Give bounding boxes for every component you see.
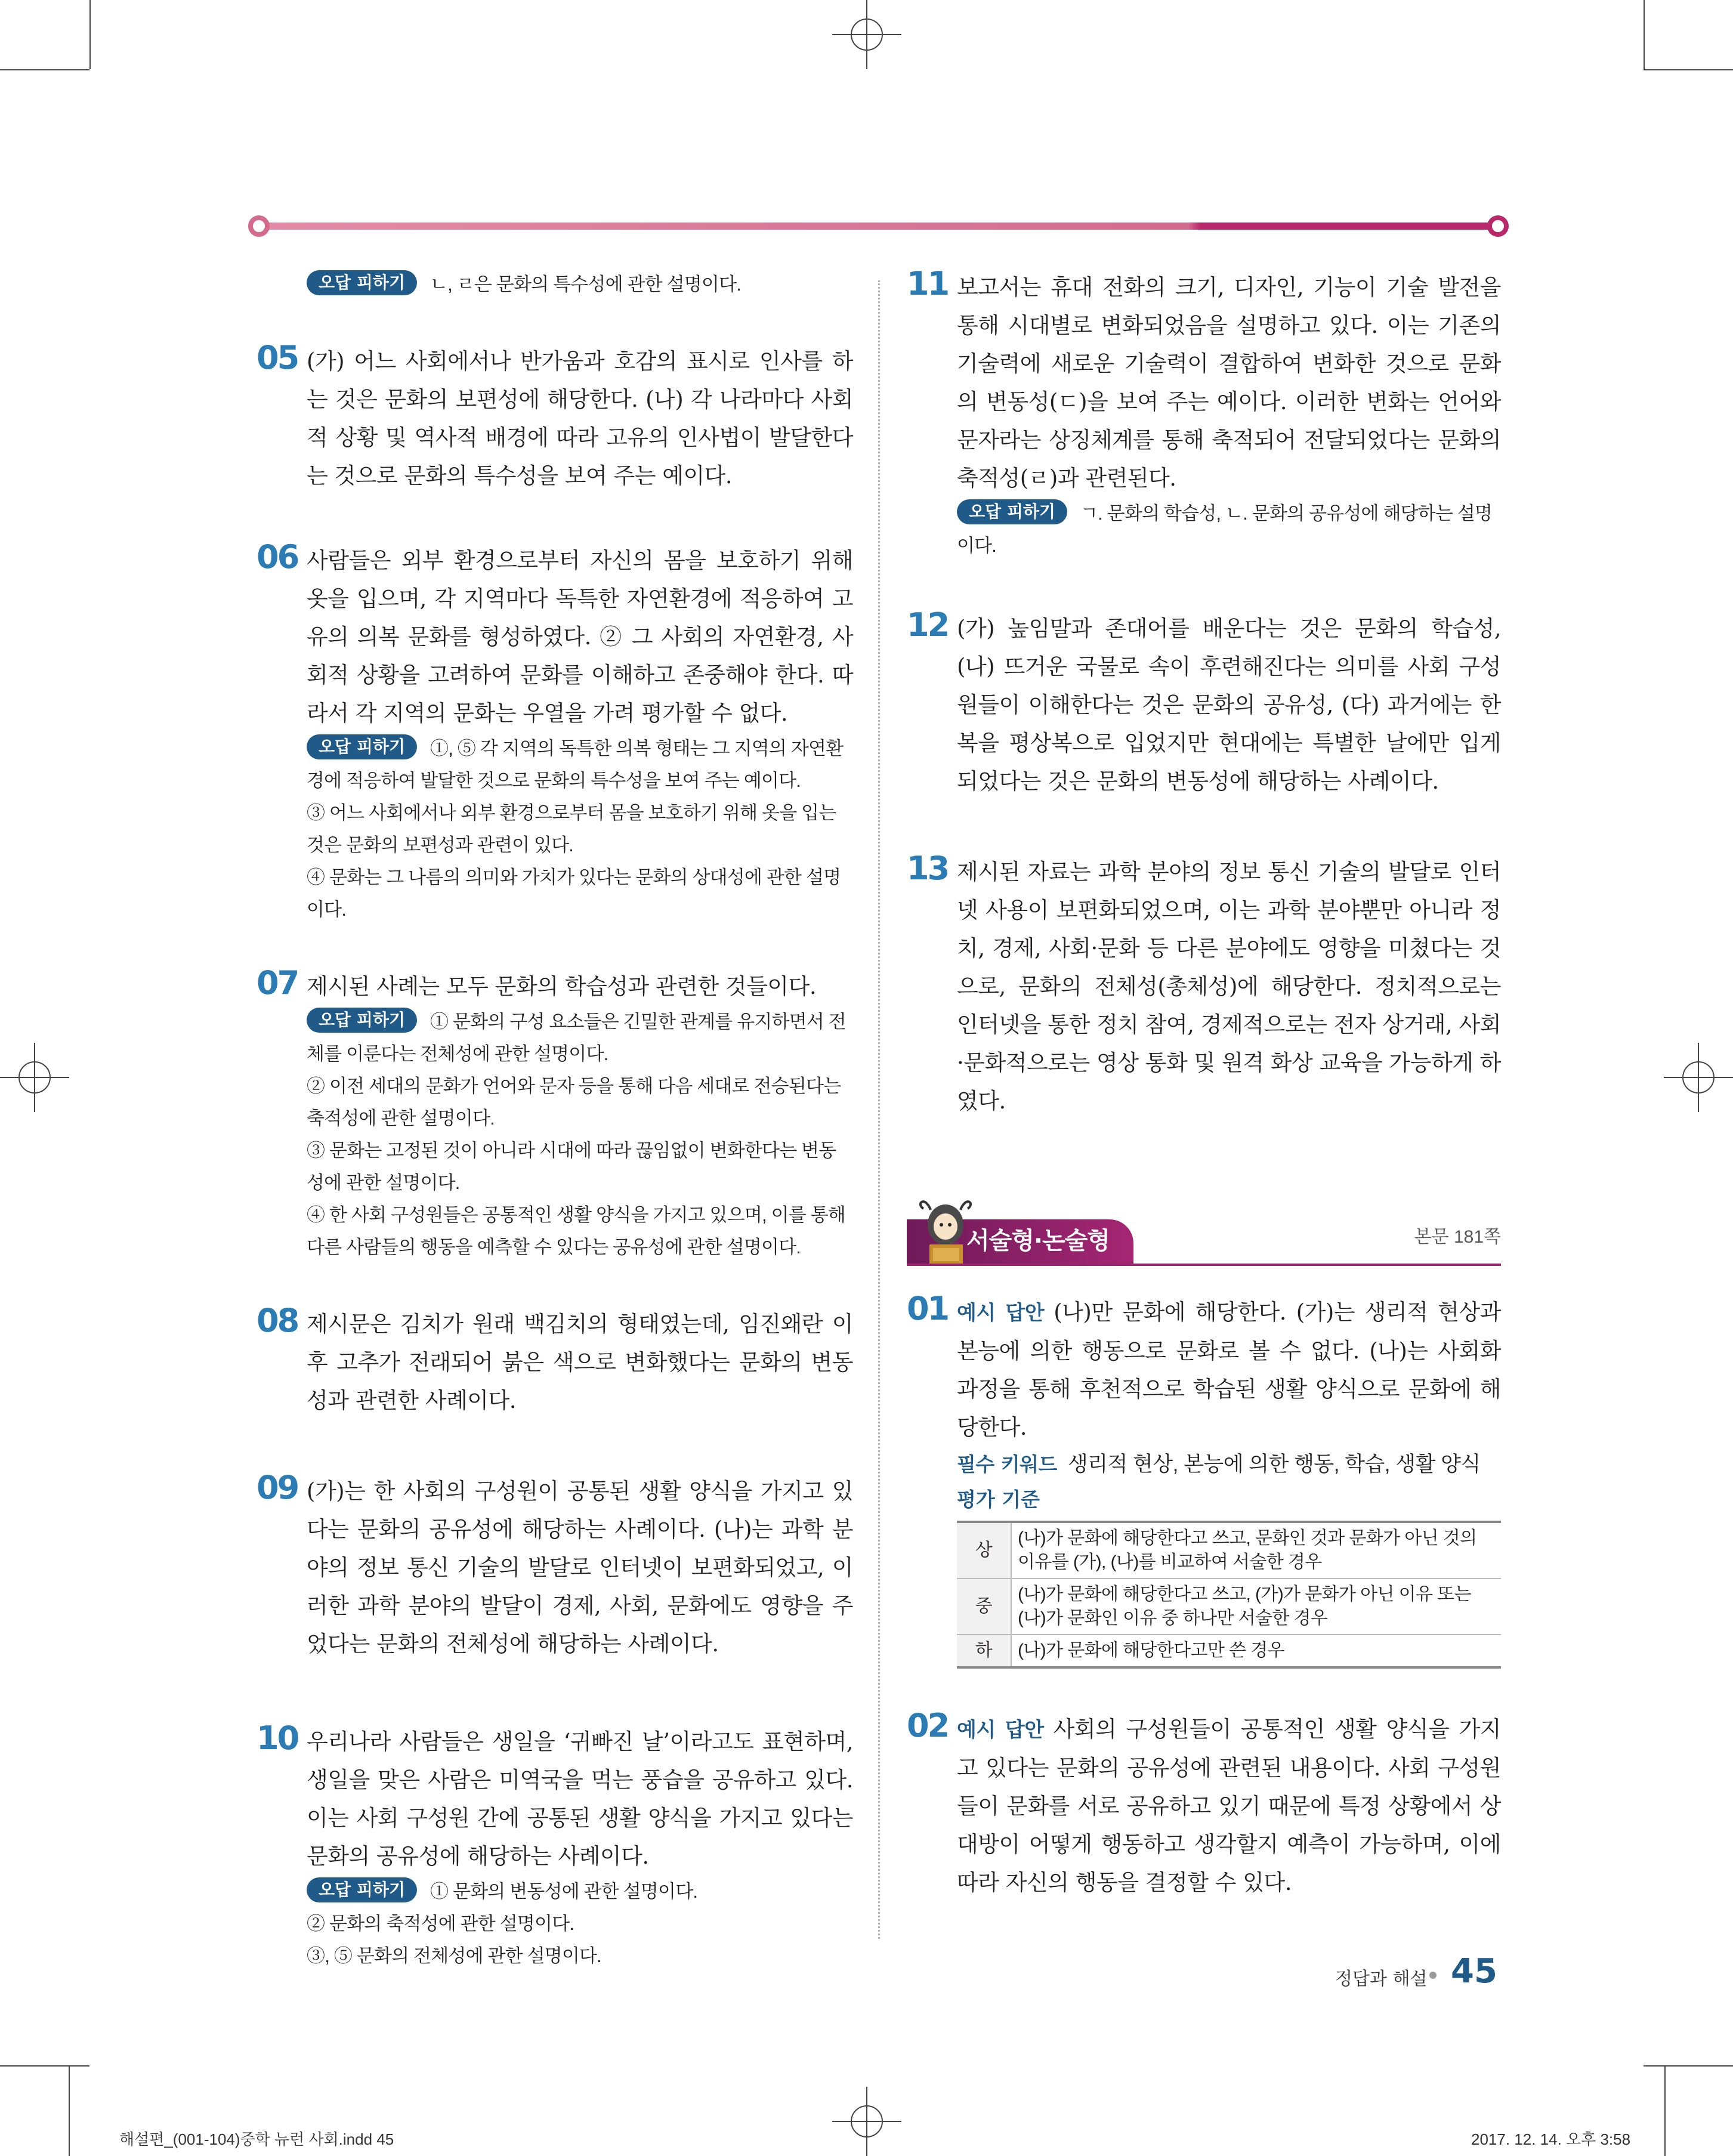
section-rule [907, 1264, 1501, 1266]
registration-mark-icon [0, 1043, 69, 1112]
right-answer-list [907, 265, 1501, 1120]
item-text: (가)는 한 사회의 구성원이 공통된 생활 양식을 가지고 있다는 문화의 공유성에 해당하는 사례이다. (나)는 과학 분야의 정보 통신 기술의 발달로 인터넷이 보편화되었고, 이러한 과학 분야의 발달이 경제, 사회, 문화에도 영향을 주었다는 문화의 전체성에 해당하는 사례이다. [307, 1478, 853, 1657]
answer-item [907, 265, 1501, 562]
essay-item-02 [907, 1707, 1501, 1902]
crop-mark [1644, 2065, 1733, 2067]
item-text: 제시문은 김치가 원래 백김치의 형태였는데, 임진왜란 이후 고추가 전래되어 붉은 색으로 변화했다는 문화의 변동성과 관련한 사례이다. [307, 1311, 853, 1413]
registration-mark-icon [832, 0, 901, 69]
avoid-badge: 오답 피하기 [307, 270, 417, 295]
item-number: 07 [257, 964, 298, 1002]
item-number: 10 [257, 1719, 298, 1757]
crop-mark [1644, 69, 1733, 70]
left-column [257, 268, 853, 1972]
note-text: ③, ⑤ 문화의 전체성에 관한 설명이다. [307, 1945, 601, 1966]
crop-mark [0, 69, 89, 70]
note-text: ② 문화의 축적성에 관한 설명이다. [307, 1913, 574, 1934]
top-avoid-note [307, 268, 853, 301]
criteria-desc: (나)가 문화에 해당한다고만 쓴 경우 [1018, 1641, 1285, 1660]
registration-mark-icon [1664, 1043, 1733, 1112]
section-title: 서술형·논술형 [966, 1227, 1110, 1255]
crop-mark [0, 2065, 89, 2067]
note-text: ④ 한 사회 구성원들은 공통적인 생활 양식을 가지고 있으며, 이를 통해 다른 사람들의 행동을 예측할 수 있다는 공유성에 관한 설명이다. [307, 1204, 846, 1258]
item-body [957, 1293, 1501, 1447]
avoid-note [307, 1876, 853, 1908]
column-divider [878, 280, 880, 1939]
example-answer-label: 예시 답안 [957, 1301, 1045, 1325]
item-number: 02 [907, 1707, 949, 1744]
avoid-note [307, 1940, 853, 1972]
header-decor-bar [248, 215, 1509, 237]
example-answer-label: 예시 답안 [957, 1718, 1044, 1742]
item-number: 13 [907, 850, 949, 887]
keyword-line [957, 1447, 1501, 1482]
table-row [957, 1635, 1501, 1667]
answer-item [257, 964, 853, 1264]
criteria-desc: (나)가 문화에 해당한다고 쓰고, (가)가 문화가 아닌 이유 또는 (나)가 문화인 이유 중 하나만 서술한 경우 [1018, 1584, 1471, 1628]
item-text: 우리나라 사람들은 생일을 ‘귀빠진 날’이라고도 표현하며, 생일을 맞은 사람은 미역국을 먹는 풍습을 공유하고 있다. 이는 사회 구성원 간에 공통된 생활 양식을 가지고 있다는 문화의 공유성에 해당하는 사례이다. [307, 1729, 853, 1869]
avoid-note [307, 733, 853, 797]
item-number: 09 [257, 1469, 298, 1506]
crop-mark [89, 0, 91, 69]
item-number: 11 [907, 265, 949, 302]
item-text: (가) 높임말과 존대어를 배운다는 것은 문화의 학습성, (나) 뜨거운 국물로 속이 후련해진다는 의미를 사회 구성원들이 이해한다는 것은 문화의 공유성, (다) 과거에는 한복을 평상복으로 입었지만 현대에는 특별한 날에만 입게 되었다는 것은 문화의 변동성에 해당하는 사례이다. [957, 616, 1501, 794]
essay-item-01 [907, 1290, 1502, 1669]
footer-dot [1429, 1972, 1437, 1979]
avoid-note [957, 498, 1501, 562]
answer-item [257, 538, 853, 926]
avoid-badge: 오답 피하기 [957, 499, 1067, 524]
answer-item [257, 1302, 853, 1420]
slug-date: 2017. 12. 14. 오후 3:58 [1471, 2130, 1631, 2148]
item-text: 사회의 구성원들이 공통적인 생활 양식을 가지고 있다는 문화의 공유성에 관련된 내용이다. 사회 구성원들이 문화를 서로 공유하고 있기 때문에 특정 상황에서 상대방이 어떻게 행동하고 생각할지 예측이 가능하며, 이에 따라 자신의 행동을 결정할 수 있다. [957, 1716, 1501, 1895]
criteria-label: 평가 기준 [957, 1488, 1040, 1511]
item-text: (가) 어느 사회에서나 반가움과 호감의 표시로 인사를 하는 것은 문화의 보편성에 해당한다. (나) 각 나라마다 사회적 상황 및 역사적 배경에 따라 고유의 인사법이 발달한다는 것으로 문화의 특수성을 보여 주는 예이다. [307, 348, 853, 489]
avoid-badge: 오답 피하기 [307, 1877, 417, 1902]
answer-item [907, 606, 1501, 801]
note-text: ③ 문화는 고정된 것이 아니라 시대에 따라 끊임없이 변화한다는 변동성에 관한 설명이다. [307, 1140, 836, 1193]
section-page-ref: 본문 181쪽 [1414, 1227, 1501, 1247]
avoid-badge: 오답 피하기 [307, 734, 417, 759]
left-answer-list [257, 339, 853, 1972]
avoid-note [307, 1135, 853, 1199]
note-text: ①, ⑤ 각 지역의 독특한 의복 형태는 그 지역의 자연환경에 적응하여 발달한 것으로 문화의 특수성을 보여 주는 예이다. [307, 738, 844, 791]
item-text: 제시된 자료는 과학 분야의 정보 통신 기술의 발달로 인터넷 사용이 보편화되었으며, 이는 과학 분야뿐만 아니라 정치, 경제, 사회·문화 등 다른 분야에도 영향을 미쳤다는 것으로, 문화의 전체성(총체성)에 해당한다. 정치적으로는 인터넷을 통한 정치 참여, 경제적으로는 전자 상거래, 사회·문화적으로는 영상 통화 및 원격 화상 교육을 가능하게 하였다. [957, 859, 1501, 1114]
crop-mark [1664, 2065, 1666, 2156]
item-text: (나)만 문화에 해당한다. (가)는 생리적 현상과 본능에 의한 행동으로 문화로 볼 수 없다. (나)는 사회화 과정을 통해 후천적으로 학습된 생활 양식으로 문화에 해당한다. [957, 1299, 1502, 1440]
slug-file: 해설편_(001-104)중학 뉴런 사회.indd 45 [119, 2130, 394, 2148]
note-text: ④ 문화는 그 나름의 의미와 가치가 있다는 문화의 상대성에 관한 설명이다. [307, 867, 841, 920]
note-text: ① 문화의 구성 요소들은 긴밀한 관계를 유지하면서 전체를 이룬다는 전체성에 관한 설명이다. [307, 1011, 846, 1064]
right-column [907, 265, 1502, 1950]
avoid-note [307, 861, 853, 926]
note-text: ② 이전 세대의 문화가 언어와 문자 등을 통해 다음 세대로 전승된다는 축적성에 관한 설명이다. [307, 1076, 841, 1129]
note-text: ㄴ, ㄹ은 문화의 특수성에 관한 설명이다. [430, 274, 742, 295]
answer-item [257, 1719, 853, 1972]
avoid-note [307, 797, 853, 861]
criteria-table [957, 1521, 1501, 1669]
criteria-level: 상 [957, 1522, 1011, 1579]
criteria-level: 하 [957, 1635, 1011, 1667]
answer-item [907, 850, 1501, 1120]
item-number: 06 [257, 538, 298, 576]
answer-item [257, 339, 853, 495]
item-number: 08 [257, 1302, 298, 1339]
note-text: ㄱ. 문화의 학습성, ㄴ. 문화의 공유성에 해당하는 설명이다. [957, 503, 1493, 556]
crop-mark [1644, 0, 1645, 69]
crop-mark [69, 2065, 70, 2156]
item-text: 사람들은 외부 환경으로부터 자신의 몸을 보호하기 위해 옷을 입으며, 각 지역마다 독특한 자연환경에 적응하여 고유의 의복 문화를 형성하였다. ② 그 사회의 자연환경, 사회적 상황을 고려하여 문화를 이해하고 존중해야 한다. 따라서 각 지역의 문화는 우열을 가려 평가할 수 없다. [307, 548, 853, 726]
footer-title: 정답과 해설 [1335, 1969, 1428, 1990]
note-text: ③ 어느 사회에서나 외부 환경으로부터 몸을 보호하기 위해 옷을 입는 것은 문화의 보편성과 관련이 있다. [307, 802, 836, 855]
avoid-note [307, 1070, 853, 1135]
page-number: 45 [1451, 1952, 1497, 1991]
note-text: ① 문화의 변동성에 관한 설명이다. [430, 1881, 698, 1902]
item-number: 01 [907, 1290, 949, 1327]
table-row [957, 1522, 1501, 1579]
table-row [957, 1579, 1501, 1635]
avoid-note [307, 1908, 853, 1940]
item-number: 12 [907, 606, 949, 644]
avoid-note [307, 1006, 853, 1070]
avoid-note [307, 1199, 853, 1264]
keyword-label: 필수 키워드 [957, 1453, 1057, 1476]
avoid-badge: 오답 피하기 [307, 1008, 417, 1033]
item-text: 제시된 사례는 모두 문화의 학습성과 관련한 것들이다. [307, 974, 817, 999]
criteria-level: 중 [957, 1579, 1011, 1635]
item-number: 05 [257, 339, 298, 376]
keyword-text: 생리적 현상, 본능에 의한 행동, 학습, 생활 양식 [1067, 1453, 1481, 1476]
criteria-desc: (나)가 문화에 해당한다고 쓰고, 문화인 것과 문화가 아닌 것의 이유를 (가), (나)를 비교하여 서술한 경우 [1018, 1528, 1477, 1572]
section-header [907, 1192, 1501, 1269]
item-body [957, 1710, 1501, 1902]
registration-mark-icon [832, 2087, 901, 2156]
answer-item [257, 1469, 853, 1663]
item-text: 보고서는 휴대 전화의 크기, 디자인, 기능이 기술 발전을 통해 시대별로 변화되었음을 설명하고 있다. 이는 기존의 기술력에 새로운 기술력이 결합하여 변화한 것으로 문화의 변동성(ㄷ)을 보여 주는 예이다. 이러한 변화는 언어와 문자라는 상징체계를 통해 축적되어 전달되었다는 문화의 축적성(ㄹ)과 관련된다. [957, 274, 1501, 491]
